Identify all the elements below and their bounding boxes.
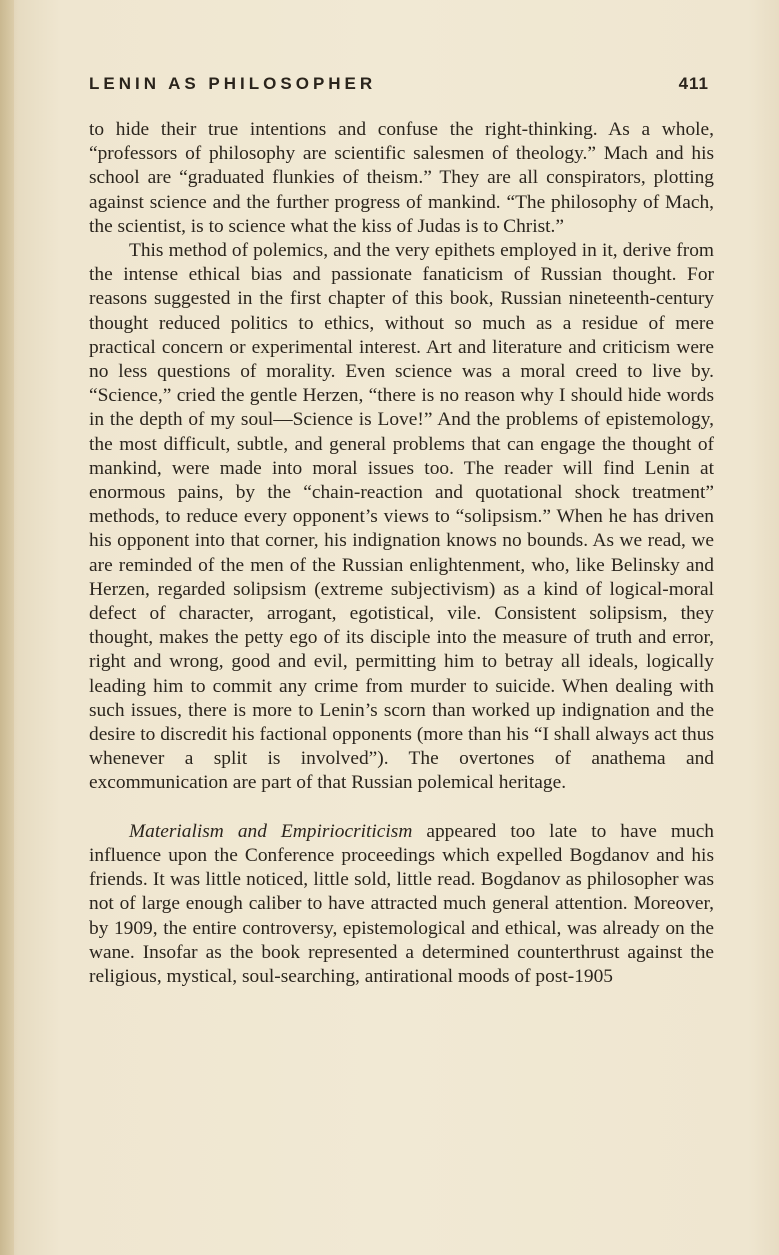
paragraph-2: This method of polemics, and the very epithets employed in it, derive from the intense ethical bias and passionate fanaticism of Russian thought. For reasons suggested in the first chapter of this book, Russian nineteenth-century thought reduced politics to ethics, without so much as a residue of mere practical concern or experimental interest. Art and literature and criticism were no less questions of morality. Even science was a moral creed to live by. “Science,” cried the gentle Herzen, “there is no reason why I should hide words in the depth of my soul—Science is Love!” And the problems of epistemology, the most difficult, subtle, and general problems that can engage the thought of mankind, were made into moral issues too. The reader will find Lenin at enormous pains, by the “chain-reaction and quotational shock treatment” methods, to reduce every opponent’s views to “solipsism.” When he has driven his opponent into that corner, his indignation knows no bounds. As we read, we are reminded of the men of the Russian enlightenment, who, like Belinsky and Herzen, regarded solipsism (extreme subjectivism) as a kind of logical-moral defect of character, arrogant, egotistical, vile. Consistent solipsism, they thought, makes the petty ego of its disciple into the measure of truth and error, right and wrong, good and evil, permitting him to betray all ideals, logically leading him to commit any crime from murder to suicide. When dealing with such issues, there is more to Lenin’s scorn than worked up indignation and the desire to discredit his factional opponents (more than his “I shall always act thus whenever a split is involved”). The overtones of anathema and excommunication are part of that Russian polemical heritage. [89,240,714,794]
page-number: 411 [678,74,709,93]
paragraph-1: to hide their true intentions and confuse the right-thinking. As a whole, “professors of philosophy are scientific salesmen of theology.” Mach and his school are “graduated flunkies of theism.” They are all conspirators, plotting against science and the further progress of mankind. “The philosophy of Mach, the scientist, is to science what the kiss of Judas is to Christ.” [89,119,714,237]
paragraph-3-text: appeared too late to have much influence upon the Conference proceedings which expelled Bogdanov and his friends. It was little noticed, little sold, little read. Bogdanov as philosopher was not of large enough caliber to have attracted much general attention. Moreover, by 1909, the entire controversy, epistemological and ethical, was already on the wane. Insofar as the book represented a determined counterthrust against the religious, mystical, soul-searching, antirational moods of post-1905 [89,820,715,987]
running-title: LENIN AS PHILOSOPHER [89,74,377,93]
body-text [89,118,714,989]
running-header [89,74,709,104]
paragraph-3 [89,820,714,989]
page-gutter-shadow [0,0,14,1255]
book-title-italic: Materialism and Empiriocriticism [129,820,413,842]
